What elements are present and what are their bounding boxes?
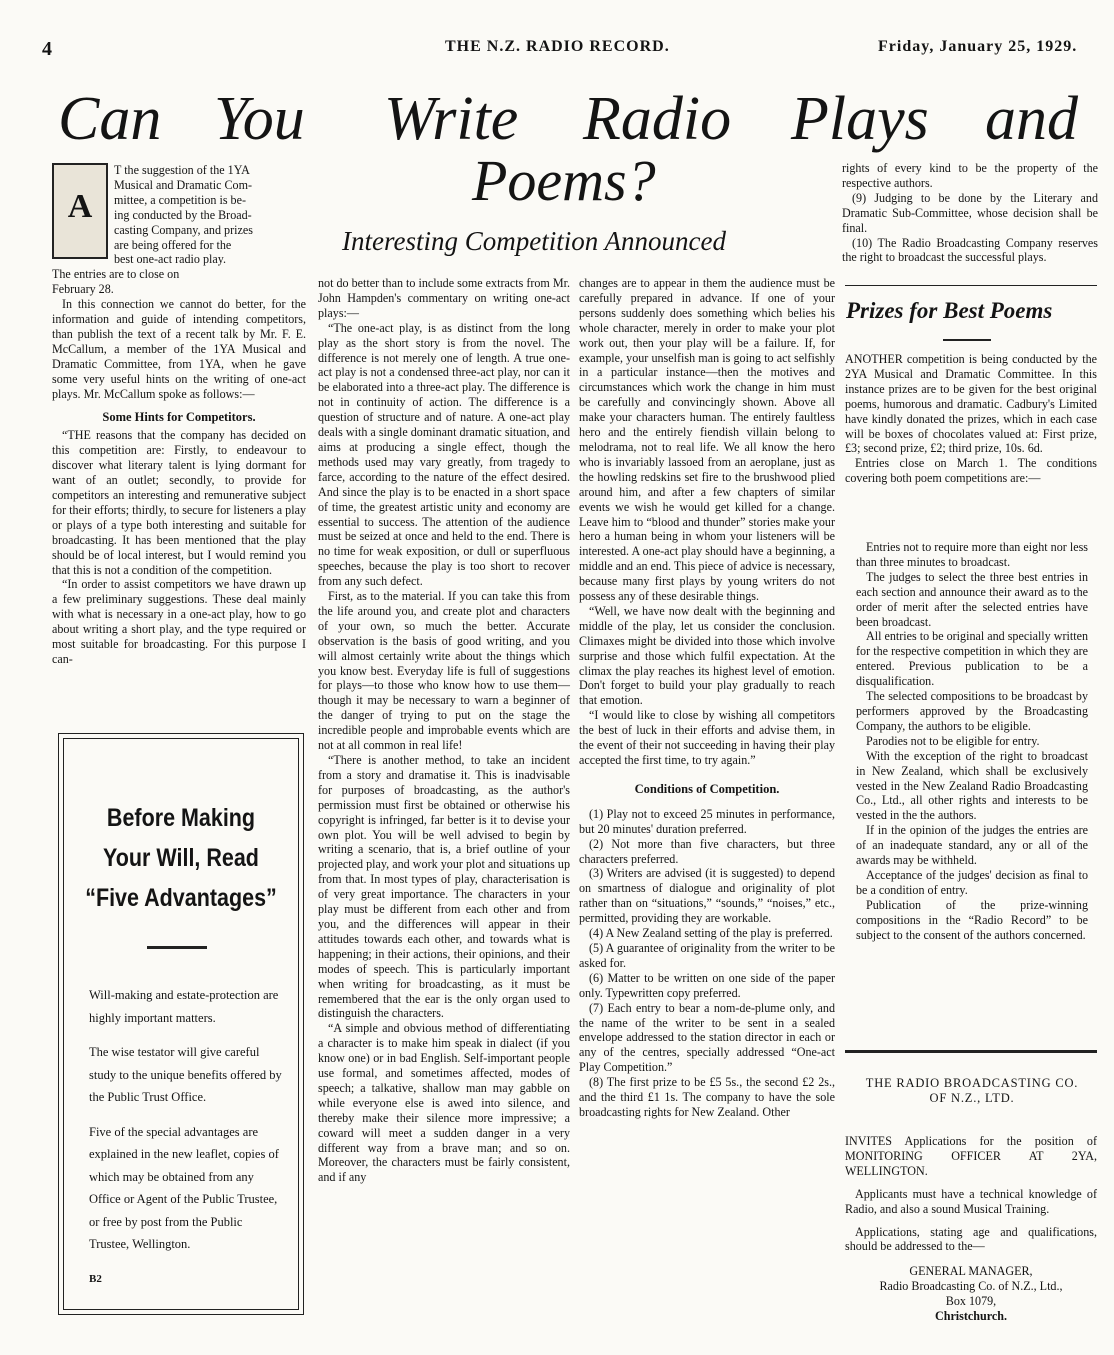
poems-condition-item: Publication of the prize-winning compositions in the “Radio Record” to be subject to the consent of the authors concerned. <box>856 897 1088 942</box>
poems-conditions <box>856 540 1088 942</box>
job-ad-signature-line: Radio Broadcasting Co. of N.Z., Ltd., <box>879 1279 1063 1294</box>
poems-condition-item: With the exception of the right to broadcast in New Zealand, which shall be exclusively vested in the New Zealand Radio Broadcasting Co., Ltd., all other rights and interests to be vested in the the authors. <box>856 748 1088 823</box>
article-column-4 <box>842 161 1098 265</box>
issue-date: Friday, January 25, 1929. <box>878 38 1078 55</box>
poems-condition-item: Acceptance of the judges' decision as final to be a condition of entry. <box>856 867 1088 897</box>
headline-word-2: You <box>214 85 305 153</box>
paragraph-reasons: “THE reasons that the company has decided on this competition are: Firstly, to endeavour to discover what literary talent is lying dormant for want of an outlet; secondly, to provide for competitors an interesting and remunerative subject for their efforts; thirdly, to secure for listeners a play or plays of a type both interesting and suitable for broadcasting. It has been mentioned that the play should be of local interest, but I would remind you that this is not a condition of the competition. <box>52 428 306 577</box>
advert-paragraph: Will-making and estate-protection are highly important matters. <box>89 988 279 1025</box>
job-ad-top-rule <box>845 1050 1097 1053</box>
advert-title-line: “Five Advantages” <box>85 884 277 912</box>
paragraph-assist: “In order to assist competitors we have drawn up a few preliminary suggestions. These deal mainly with what is necessary in a one-act play, how to go about writing a short play, and the type required or most suitable for broadcasting. For this purpose I can- <box>52 577 306 666</box>
intro-line: mittee, a competition is be- <box>114 192 246 207</box>
headline-subtitle: Interesting Competition Announced <box>342 226 726 256</box>
section-divider <box>845 285 1097 286</box>
poems-title-rule <box>943 339 991 341</box>
paragraph: “A simple and obvious method of differentiating a character is to make him speak in dialect (if you know one) or in bad English. Self-important people use formal, and sometimes affected, modes of speech; a talkative, shallow man may gabble on while everyone else is awed into silence, and thereby make their silence more impressive; a coward will meet a sudden danger in a very different way from a brave man; and so on. Moreover, the characters must be fairly consistent, and if any <box>318 1021 570 1185</box>
condition-item: (10) The Radio Broadcasting Company reserves the right to broadcast the successful plays. <box>842 235 1098 265</box>
condition-item: (8) The first prize to be £5 5s., the second £2 2s., and the third £1 1s. The company to have the sole broadcasting rights for New Zealand. Other <box>579 1075 835 1119</box>
job-ad-company <box>845 1076 1099 1106</box>
job-ad-paragraph: Applicants must have a technical knowledge of Radio, and also a sound Musical Training. <box>845 1186 1097 1216</box>
subhead-conditions: Conditions of Competition. <box>634 781 780 796</box>
page-number: 4 <box>42 38 53 60</box>
paragraph: “There is another method, to take an incident from a story and dramatise it. This is inadvisable for purposes of broadcasting, as the author's permission must first be obtained or otherwise his copyright is infringed, far better is it to devise your own plot. You will be well advised to begin by writing a scenario, that is, a brief outline of your projected play, and work your plot and situations up from that. In most types of play, characterisation is of very great importance. The characters in your play must be different from each other and from you, and the differences will appear in their attitudes towards each other, and towards what is happening; in their actions, their opinions, and their modes of speech. This is particularly important when writing for broadcasting, as it must be remembered that the ear is the only organ used to distinguish the characters. <box>318 753 570 1021</box>
job-ad-paragraph: Applications, stating age and qualifications, should be addressed to the— <box>845 1224 1097 1254</box>
intro-line: best one-act radio play. <box>114 252 227 267</box>
intro-line: ing conducted by the Broad- <box>114 207 252 222</box>
job-ad-body <box>845 1134 1097 1324</box>
dropcap-letter: A <box>67 188 93 225</box>
paragraph: “The one-act play, is as distinct from the long play as the short story is from the novel. The difference is not merely one of length. A true one-act play is not a condensed three-act play, nor can it be elaborated into a three-act play. The difference is not in continuity of action. The difference is a question of structure and of nature. A one-act play deals with a single dominant dramatic situation, and aims at producing a single effect, though the methods used may vary greatly, from tragedy to farce, according to the nature of the effect desired. And since the play is to be enacted in a short space of time, the greatest artistic unity and economy are essential to success. The attention of the audience must be seized at once and held to the end. There is no time for weak exposition, or dull or superfluous speeches, because the play is too short to recover from any such defect. <box>318 320 570 589</box>
advert-paragraph: Five of the special advantages are explained in the new leaflet, copies of which may be obtained from any Office or Agent of the Public Trustee, or free by post from the Public Trustee, Wellington. <box>89 1124 279 1251</box>
poems-condition-item: Parodies not to be eligible for entry. <box>866 733 1040 748</box>
intro-continuation: February 28. <box>52 282 114 297</box>
article-column-3 <box>579 276 835 1120</box>
condition-item: (9) Judging to be done by the Literary and Dramatic Sub-Committee, whose decision shall be final. <box>842 190 1098 235</box>
job-ad-signature <box>845 1264 1097 1324</box>
job-ad-company-line: OF N.Z., LTD. <box>929 1091 1015 1105</box>
headline-word-1: Can <box>58 85 162 153</box>
advert-title <box>59 798 303 918</box>
job-ad-signature-line: GENERAL MANAGER, <box>909 1264 1033 1279</box>
poems-condition-item: All entries to be original and specially written for the respective competition in which they are entered. Previous publication to be a disqualification. <box>856 629 1088 689</box>
paragraph: changes are to appear in them the audience must be carefully prepared in advance. If one of your persons suddenly does something which belies his whole character, merely in order to make your plot work out, then your play will be a failure. If, for example, your unselfish man is going to act selfishly in a particular instance—then the motives and circumstances which work the change in him must be carefully and convincingly shown. Above all make your characters human. The entirely faultless hero and the entirely fiendish villain belong to melodrama, not to real life. We all know the hero who is invariably lassoed from an aeroplane, just as the howling redskins set fire to the brushwood plied around him, and after a few chapters of similar events we wish he would get killed for a change. Leave him to “blood and thunder” stories make your hero a human being in whom your listeners will be interested. A one-act play should have a beginning, a middle and an end. This piece of advice is necessary, because many first plays by young writers do not possess any of these desirable things. <box>579 276 835 604</box>
paragraph: not do better than to include some extracts from Mr. John Hampden's commentary on writing one-act plays:— <box>318 276 570 320</box>
poems-column <box>845 352 1097 486</box>
intro-line: Musical and Dramatic Com- <box>114 177 253 192</box>
headline-word-5: Plays <box>791 85 929 153</box>
poems-condition-item: The selected compositions to be broadcast by performers approved by the Broadcasting Company, the authors to be eligible. <box>856 689 1088 733</box>
job-ad-paragraph: INVITES Applications for the position of MONITORING OFFICER AT 2YA, WELLINGTON. <box>845 1134 1097 1178</box>
paragraph-connection: In this connection we cannot do better, for the information and guide of intending competitors, than publish the text of a recent talk by Mr. F. E. McCallum, a member of the 1YA Musical and Dramatic Committee, from 1YA, when he gave some very useful hints on the writing of one-act plays. Mr. McCallum spoke as follows:— <box>52 297 306 401</box>
condition-item: (6) Matter to be written on one side of the paper only. Typewritten copy preferred. <box>579 970 835 1000</box>
condition-item: (3) Writers are advised (it is suggested) to depend on smartness of dialogue and originality of plot rather than on “situations,” “sounds,” “noises,” etc., permitted, providing they are workable. <box>579 866 835 926</box>
job-ad-signature-line: Box 1079, <box>945 1294 997 1309</box>
condition-item: (7) Each entry to bear a nom-de-plume only, and the name of the writer to be sent in a sealed envelope addressed to the station director in each or any of the centres, specially addressed “One-act Play Competition.” <box>579 1000 835 1075</box>
subhead-hints: Some Hints for Competitors. <box>102 409 256 424</box>
intro-line: The entries are to close on <box>52 267 180 282</box>
job-ad-signature-line: Christchurch. <box>934 1309 1007 1324</box>
advert-code: B2 <box>89 1272 102 1285</box>
paragraph: First, as to the material. If you can take this from the life around you, and create plot and characters of your own, so much the better. Accurate observation is the basis of good writing, and you will almost certainly write about the things which you know best. Everyday life is full of suggestions for plays—to those who know how to use them—though it may be necessary to warn a beginner of the danger of trying to put on the stage the incredible people and improbable events which are not at all common in real life! <box>318 589 570 753</box>
intro-line: are being offered for the <box>114 237 232 252</box>
headline-word-4: Radio <box>583 85 732 153</box>
poems-condition-item: Entries not to require more than eight nor less than three minutes to broadcast. <box>856 540 1088 569</box>
condition-item: (1) Play not to exceed 25 minutes in performance, but 20 minutes' duration preferred. <box>579 806 835 836</box>
publication-name: THE N.Z. RADIO RECORD. <box>445 38 670 55</box>
advert-title-line: Your Will, Read <box>103 844 259 872</box>
advert-paragraph: The wise testator will give careful study to the unique benefits offered by the Public Trust Office. <box>89 1045 282 1104</box>
decorative-initial-ornament <box>52 163 108 259</box>
article-column-1 <box>52 163 306 667</box>
headline-line-2: Poems? <box>472 148 656 213</box>
poems-condition-item: If in the opinion of the judges the entries are of an inadequate standard, any or all of the awards may be withheld. <box>856 823 1088 868</box>
job-ad-company-line: THE RADIO BROADCASTING CO. <box>865 1076 1079 1090</box>
advert-title-line: Before Making <box>106 804 256 832</box>
condition-item: (2) Not more than five characters, but three characters preferred. <box>579 836 835 866</box>
headline-word-6: and <box>985 85 1078 153</box>
paragraph: “I would like to close by wishing all competitors the best of luck in their efforts and advise them, in the event of their not succeeding in having their play accepted the first time, to try again.” <box>579 708 835 767</box>
poems-paragraph: ANOTHER competition is being conducted by the 2YA Musical and Dramatic Committee. In this instance prizes are to be given for the best original poems, humorous and dramatic. Cadbury's Limited have kindly donated the prizes, which in each case will be boxes of chocolates valued at: First prize, £3; second prize, £2; third prize, 10s. 6d. <box>845 352 1097 456</box>
condition-item: (4) A New Zealand setting of the play is preferred. <box>589 926 833 941</box>
poems-title: Prizes for Best Poems <box>846 298 1053 323</box>
intro-line: casting Company, and prizes <box>114 222 253 237</box>
paragraph: “Well, we have now dealt with the beginning and middle of the play, let us consider the conclusion. Climaxes might be divided into those which involve surprise and those which fulfil expectation. At the climax the play reaches its highest level of emotion. Don't forget to build your play gradually to reach that emotion. <box>579 603 835 708</box>
poems-paragraph: Entries close on March 1. The conditions covering both poem competitions are:— <box>845 456 1097 486</box>
headline-word-3: Write <box>384 85 519 153</box>
condition-item: (5) A guarantee of originality from the writer to be asked for. <box>579 940 835 970</box>
article-column-2 <box>318 276 570 1185</box>
advert-divider <box>147 946 207 949</box>
advert-body <box>89 984 285 1290</box>
public-trust-advert <box>58 733 304 1315</box>
paragraph: rights of every kind to be the property of the respective authors. <box>842 161 1098 190</box>
intro-line: T the suggestion of the 1YA <box>114 163 250 177</box>
poems-condition-item: The judges to select the three best entries in each section and announce their award as to the order of merit after the selected entries have been broadcast. <box>856 569 1088 629</box>
